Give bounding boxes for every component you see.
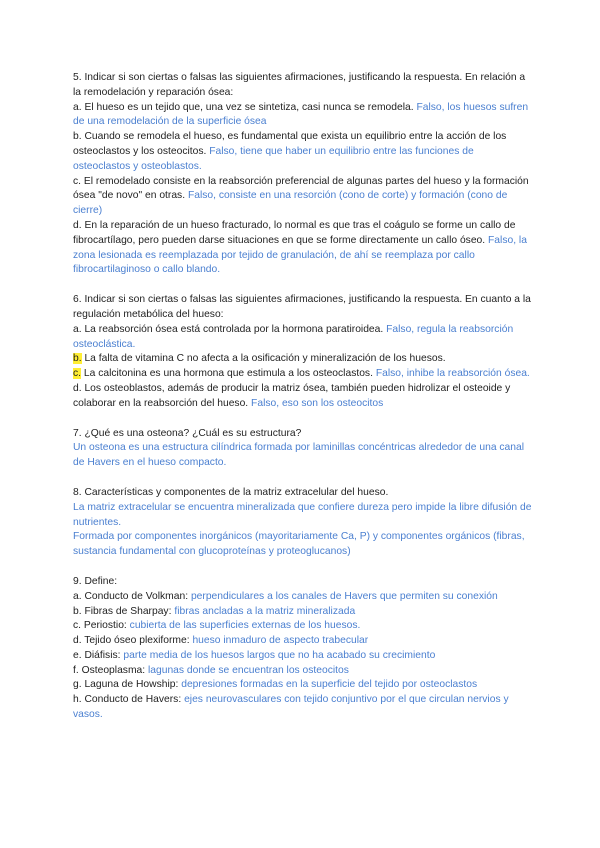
- question-8-answer-2: Formada por componentes inorgánicos (mayoritariamente Ca, P) y componentes orgánicos (fibras, sustancia fundamental con glucoproteínas y proteoglucanos): [73, 531, 525, 558]
- definition-item: [73, 619, 533, 634]
- definition-term: e. Diáfisis:: [73, 649, 121, 661]
- item-text: La calcitonina es una hormona que estimula a los osteoclastos.: [81, 368, 373, 380]
- item-answer: Falso, la zona lesionada es reemplazada por tejido de granulación, de ahí se reemplaza por callo fibrocartilaginoso o callo blando.: [73, 234, 527, 276]
- question-5-item-b: [73, 130, 533, 174]
- definition-term: g. Laguna de Howship:: [73, 679, 179, 691]
- item-text: La falta de vitamina C no afecta a la osificación y mineralización de los huesos.: [81, 353, 446, 365]
- question-7: [73, 427, 533, 471]
- question-8: [73, 486, 533, 560]
- question-6-item-a: [73, 323, 533, 353]
- definition-item: [73, 590, 533, 605]
- item-answer: Falso, consiste en una resorción (cono de corte) y formación (cono de cierre): [73, 190, 508, 217]
- definition-term: d. Tejido óseo plexiforme:: [73, 635, 190, 647]
- definition-text: depresiones formadas en la superficie del tejido por osteoclastos: [181, 679, 478, 691]
- highlighted-letter: b.: [73, 353, 82, 365]
- item-answer: Falso, inhibe la reabsorción ósea.: [375, 368, 530, 380]
- item-answer: Falso, eso son los osteocitos: [251, 397, 384, 409]
- definition-text: fibras ancladas a la matriz mineralizada: [174, 605, 356, 617]
- highlighted-letter: c.: [73, 368, 82, 380]
- definition-item: [73, 605, 533, 620]
- question-7-title: 7. ¿Qué es una osteona? ¿Cuál es su estructura?: [73, 427, 302, 439]
- question-8-title: 8. Características y componentes de la matriz extracelular del hueso.: [73, 486, 389, 498]
- definition-text: ejes neurovasculares con tejido conjuntivo por el que circulan nervios y vasos.: [73, 694, 509, 721]
- question-5-item-c: [73, 175, 533, 219]
- definition-term: c. Periostio:: [73, 620, 127, 632]
- item-answer: Falso, regula la reabsorción osteoclástica.: [73, 323, 514, 350]
- item-text: d. En la reparación de un hueso fracturado, lo normal es que tras el coágulo se forme un callo de fibrocartílago, pero pueden darse situaciones en que se forme directamente un callo óseo.: [73, 219, 516, 246]
- question-6-item-c: [73, 367, 533, 382]
- definition-item: [73, 693, 533, 723]
- item-answer: Falso, tiene que haber un equilibrio entre las funciones de osteoclastos y osteoblastos.: [73, 145, 474, 172]
- definition-term: b. Fibras de Sharpay:: [73, 605, 172, 617]
- definition-term: f. Osteoplasma:: [73, 664, 146, 676]
- item-text: a. El hueso es un tejido que, una vez se sintetiza, casi nunca se remodela.: [73, 101, 414, 113]
- question-5-item-d: [73, 219, 533, 278]
- item-text: d. Los osteoblastos, además de producir la matriz ósea, también pueden hidrolizar el osteoide y colaborar en la reabsorción del hueso.: [73, 382, 511, 409]
- definition-text: lagunas donde se encuentran los osteocitos: [147, 664, 349, 676]
- question-6: [73, 293, 533, 411]
- question-8-answer-1: La matriz extracelular se encuentra mineralizada que confiere dureza pero impide la libre difusión de nutrientes.: [73, 501, 532, 528]
- question-6-title: 6. Indicar si son ciertas o falsas las siguientes afirmaciones, justificando la respuesta. En cuanto a la regulación metabólica del hueso:: [73, 294, 531, 320]
- definition-text: parte media de los huesos largos que no ha acabado su crecimiento: [123, 649, 436, 661]
- item-text: c. El remodelado consiste en la reabsorción preferencial de algunas partes del hueso y la formación ósea "de novo" en otras.: [73, 175, 529, 202]
- definition-item: [73, 634, 533, 649]
- item-text: a. La reabsorción ósea está controlada por la hormona paratiroidea.: [73, 323, 384, 335]
- question-6-item-b: [73, 352, 533, 367]
- definition-item: [73, 649, 533, 664]
- item-text: b. Cuando se remodela el hueso, es fundamental que exista un equilibrio entre la acción de los osteoclastos y los osteocitos.: [73, 131, 507, 157]
- question-5-title: 5. Indicar si son ciertas o falsas las siguientes afirmaciones, justificando la respuesta. En relación a la remodelación y reparación ósea:: [73, 72, 526, 98]
- item-answer: Falso, los huesos sufren de una remodelación de la superficie ósea: [73, 101, 529, 128]
- question-5-item-a: [73, 101, 533, 131]
- question-9-title: 9. Define:: [73, 575, 118, 587]
- question-7-answer: Un osteona es una estructura cilíndrica formada por laminillas concéntricas alrededor de una canal de Havers en el hueso compacto.: [73, 442, 525, 469]
- definition-text: cubierta de las superficies externas de los huesos.: [129, 620, 361, 632]
- definition-item: [73, 678, 533, 693]
- definition-item: [73, 664, 533, 679]
- question-6-item-d: [73, 382, 533, 412]
- question-9: [73, 575, 533, 723]
- question-5: [73, 71, 533, 278]
- definition-term: h. Conducto de Havers:: [73, 694, 182, 706]
- definition-text: perpendiculares a los canales de Havers que permiten su conexión: [190, 590, 498, 602]
- definition-term: a. Conducto de Volkman:: [73, 590, 189, 602]
- definition-text: hueso inmaduro de aspecto trabecular: [192, 635, 369, 647]
- document-body: [73, 71, 533, 738]
